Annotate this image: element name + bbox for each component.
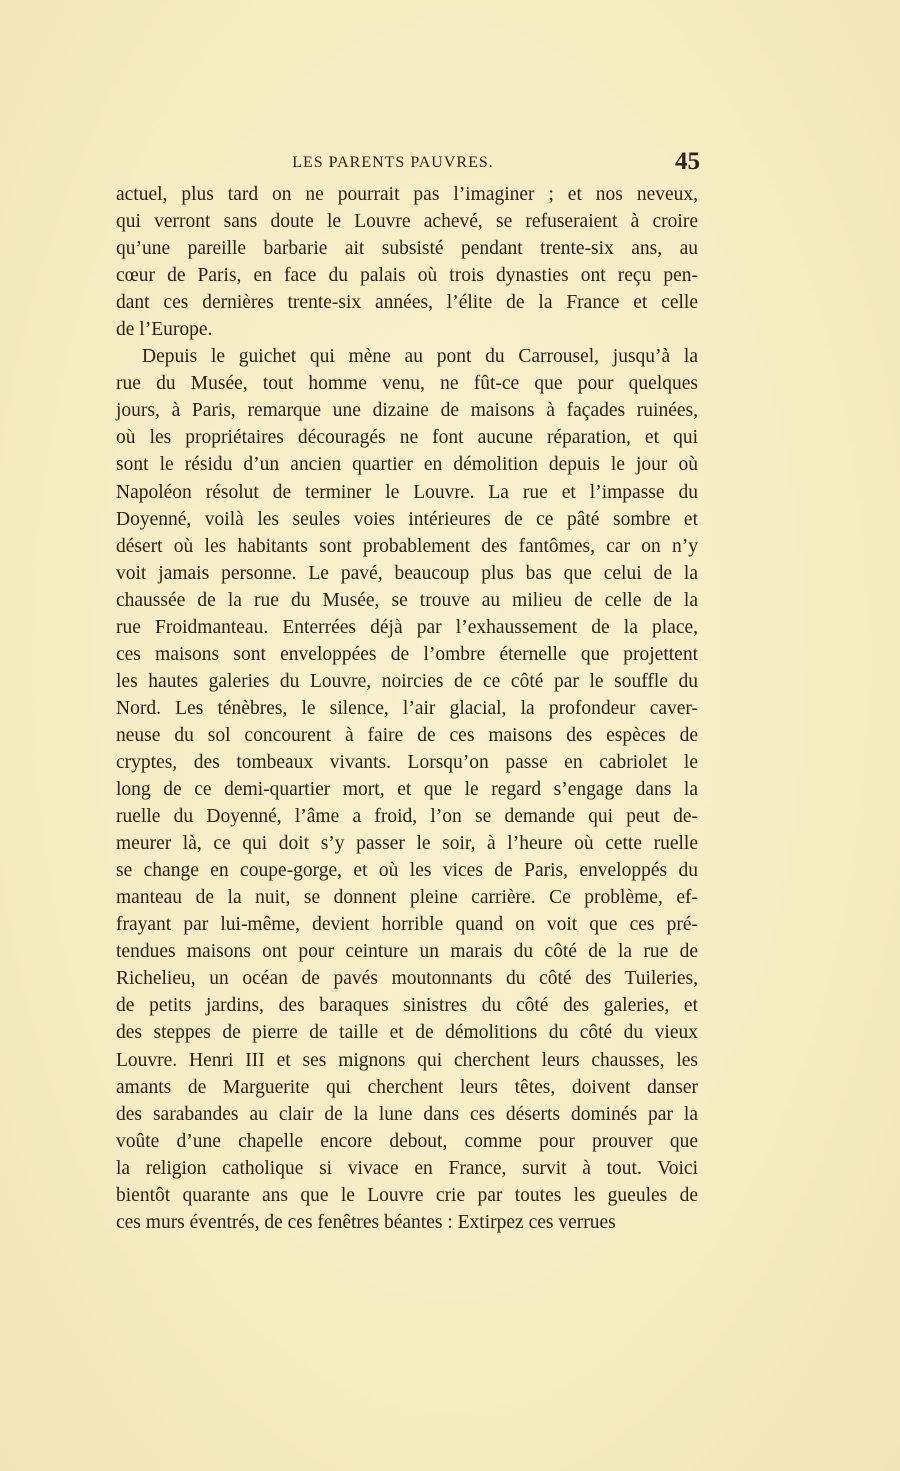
text-line: sont le résidu d’un ancien quartier en démolition depuis le jour où: [116, 454, 698, 476]
text-line: se change en coupe-gorge, et où les vices de Paris, enveloppés du: [116, 860, 698, 882]
text-line: qu’une pareille barbarie ait subsisté pendant trente-six ans, au: [116, 238, 698, 260]
text-line: qui verront sans doute le Louvre achevé, se refuseraient à croire: [116, 211, 698, 233]
text-line: meurer là, ce qui doit s’y passer le soir, à l’heure où cette ruelle: [116, 833, 698, 855]
text-line: Napoléon résolut de terminer le Louvre. La rue et l’impasse du: [116, 481, 698, 503]
text-line: amants de Marguerite qui cherchent leurs têtes, doivent danser: [116, 1076, 698, 1098]
text-line: ruelle du Doyenné, l’âme a froid, l’on se demande qui peut de-: [116, 806, 698, 828]
text-line: la religion catholique si vivace en France, survit à tout. Voici: [116, 1157, 698, 1179]
page-number: 45: [675, 148, 700, 175]
text-line: où les propriétaires découragés ne font aucune réparation, et qui: [116, 427, 698, 449]
text-line: long de ce demi-quartier mort, et que le regard s’engage dans la: [116, 779, 698, 801]
text-line: ces maisons sont enveloppées de l’ombre éternelle que projettent: [116, 643, 698, 665]
text-line: cryptes, des tombeaux vivants. Lorsqu’on passe en cabriolet le: [116, 751, 698, 773]
body-text: [116, 181, 698, 1236]
text-line: Doyenné, voilà les seules voies intérieures de ce pâté sombre et: [116, 508, 698, 530]
text-line: cœur de Paris, en face du palais où trois dynasties ont reçu pen-: [116, 265, 698, 287]
text-line: désert où les habitants sont probablement des fantômes, car on n’y: [116, 535, 698, 557]
text-line: Richelieu, un océan de pavés moutonnants du côté des Tuileries,: [116, 968, 698, 990]
text-line: jours, à Paris, remarque une dizaine de maisons à façades ruinées,: [116, 400, 698, 422]
text-line: actuel, plus tard on ne pourrait pas l’imaginer ; et nos neveux,: [116, 184, 698, 205]
text-line: ces murs éventrés, de ces fenêtres béantes : Extirpez ces verrues: [116, 1211, 616, 1233]
running-title: LES PARENTS PAUVRES.: [292, 154, 494, 171]
text-line: des sarabandes au clair de la lune dans ces déserts dominés par la: [116, 1103, 698, 1125]
text-line: tendues maisons ont pour ceinture un marais du côté de la rue de: [116, 941, 698, 963]
text-line: dant ces dernières trente-six années, l’élite de la France et celle: [116, 292, 698, 314]
text-line: bientôt quarante ans que le Louvre crie par toutes les gueules de: [116, 1184, 698, 1206]
text-line: des steppes de pierre de taille et de démolitions du côté du vieux: [116, 1022, 698, 1044]
text-line: Depuis le guichet qui mène au pont du Carrousel, jusqu’à la: [142, 346, 698, 368]
text-line: rue du Musée, tout homme venu, ne fût-ce que pour quelques: [116, 373, 698, 395]
text-line: de petits jardins, des baraques sinistres du côté des galeries, et: [116, 995, 698, 1017]
text-line: frayant par lui-même, devient horrible quand on voit que ces pré-: [116, 914, 698, 936]
text-line: manteau de la nuit, se donnent pleine carrière. Ce problème, ef-: [116, 887, 698, 909]
text-line: chaussée de la rue du Musée, se trouve au milieu de celle de la: [116, 589, 698, 611]
text-line: rue Froidmanteau. Enterrées déjà par l’exhaussement de la place,: [116, 616, 698, 638]
text-line: voûte d’une chapelle encore debout, comme pour prouver que: [116, 1130, 698, 1152]
text-line: voit jamais personne. Le pavé, beaucoup plus bas que celui de la: [116, 562, 698, 584]
text-line: neuse du sol concourent à faire de ces maisons des espèces de: [116, 724, 698, 746]
text-line: les hautes galeries du Louvre, noircies de ce côté par le souffle du: [116, 670, 698, 692]
page-header: [116, 150, 700, 178]
text-line: Nord. Les ténèbres, le silence, l’air glacial, la profondeur caver-: [116, 697, 698, 719]
text-line: Louvre. Henri III et ses mignons qui cherchent leurs chausses, les: [116, 1049, 698, 1071]
text-line: de l’Europe.: [116, 319, 213, 341]
